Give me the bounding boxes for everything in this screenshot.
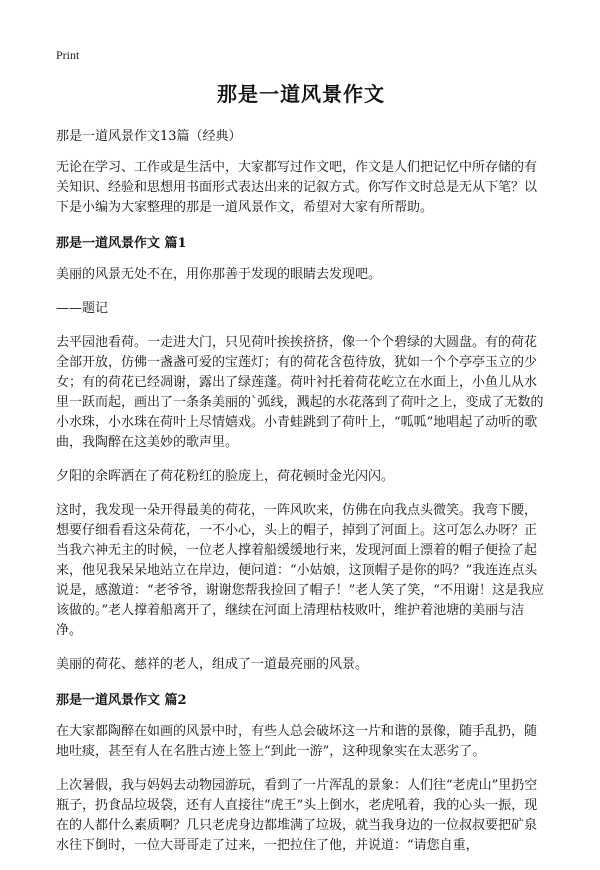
- paragraph: 夕阳的余晖洒在了荷花粉红的脸庞上，荷花顿时金光闪闪。: [56, 469, 395, 484]
- section-heading: 那是一道风景作文 篇1: [56, 236, 187, 251]
- document-title: 那是一道风景作文: [217, 82, 385, 106]
- intro-paragraph: 无论在学习、工作或是生活中，大家都写过作文吧，作文是人们把记忆中所存储的有关知识、经验和思想用书面形式表达出来的记叙方式。你写作文时总是无从下笔？以下是小编为大家整理的那是一道风景作文，希望对大家有所帮助。: [56, 160, 538, 215]
- paragraph: 美丽的风景无处不在，用你那善于发现的眼睛去发现吧。: [56, 267, 382, 282]
- paragraph: 上次暑假，我与妈妈去动物园游玩，看到了一片浑乱的景象：人们往“老虎山”里扔空瓶子，扔食品垃圾袋，还有人直接往“虎王”头上倒水，老虎吼着，我的心头一振，现在的人都什么素质啊？几只老虎身边都堆满了垃圾，就当我身边的一位叔叔要把矿泉水往下倒时，一位大哥哥走了过来，一把拉住了他，并说道：“请您自重，: [56, 778, 538, 853]
- paragraph: 去平园池看荷。一走进大门，只见荷叶挨挨挤挤，像一个个碧绿的大圆盘。有的荷花全部开放，仿佛一盏盏可爱的宝莲灯；有的荷花含苞待放，犹如一个个亭亭玉立的少女；有的荷花已经凋谢，露出了绿莲蓬。荷叶衬托着荷花屹立在水面上，小鱼儿从水里一跃而起，画出了一条条美丽的`弧线，溅起的水花落到了荷叶之上，变成了无数的小水珠，小水珠在荷叶上尽情嬉戏。小青蛙跳到了荷叶上，“呱呱”地唱起了动听的歌曲，我陶醉在这美妙的歌声里。: [56, 335, 544, 450]
- print-label: Print: [56, 48, 80, 62]
- paragraph: 美丽的荷花、慈祥的老人，组成了一道最亮丽的风景。: [56, 657, 369, 672]
- paragraph: 这时，我发现一朵开得最美的荷花，一阵风吹来，仿佛在向我点头微笑。我弯下腰，想要仔细看看这朵荷花，一不小心，头上的帽子，掉到了河面上。这可怎么办呀？正当我六神无主的时候，一位老人撑着船缓缓地行来，发现河面上漂着的帽子便捡了起来，他见我呆呆地站立在岸边，便问道：“小姑娘，这顶帽子是你的吗？”我连连点头说是，感激道：“老爷爷，谢谢您帮我捡回了帽子！”老人笑了笑，“不用谢！这是我应该做的。”老人撑着船离开了，继续在河面上清理枯枝败叶，维护着池塘的美丽与洁净。: [56, 503, 544, 638]
- paragraph: 在大家都陶醉在如画的风景中时，有些人总会破坏这一片和谐的景像，随手乱扔，随地吐痰，甚至有人在名胜古迹上签上“到此一游”，这种现象实在太恶劣了。: [56, 724, 538, 759]
- document-body: [56, 78, 546, 870]
- section-heading: 那是一道风景作文 篇2: [56, 693, 187, 708]
- document-subtitle: 那是一道风景作文13篇（经典）: [56, 129, 242, 144]
- epigraph-attribution: ——题记: [56, 301, 109, 316]
